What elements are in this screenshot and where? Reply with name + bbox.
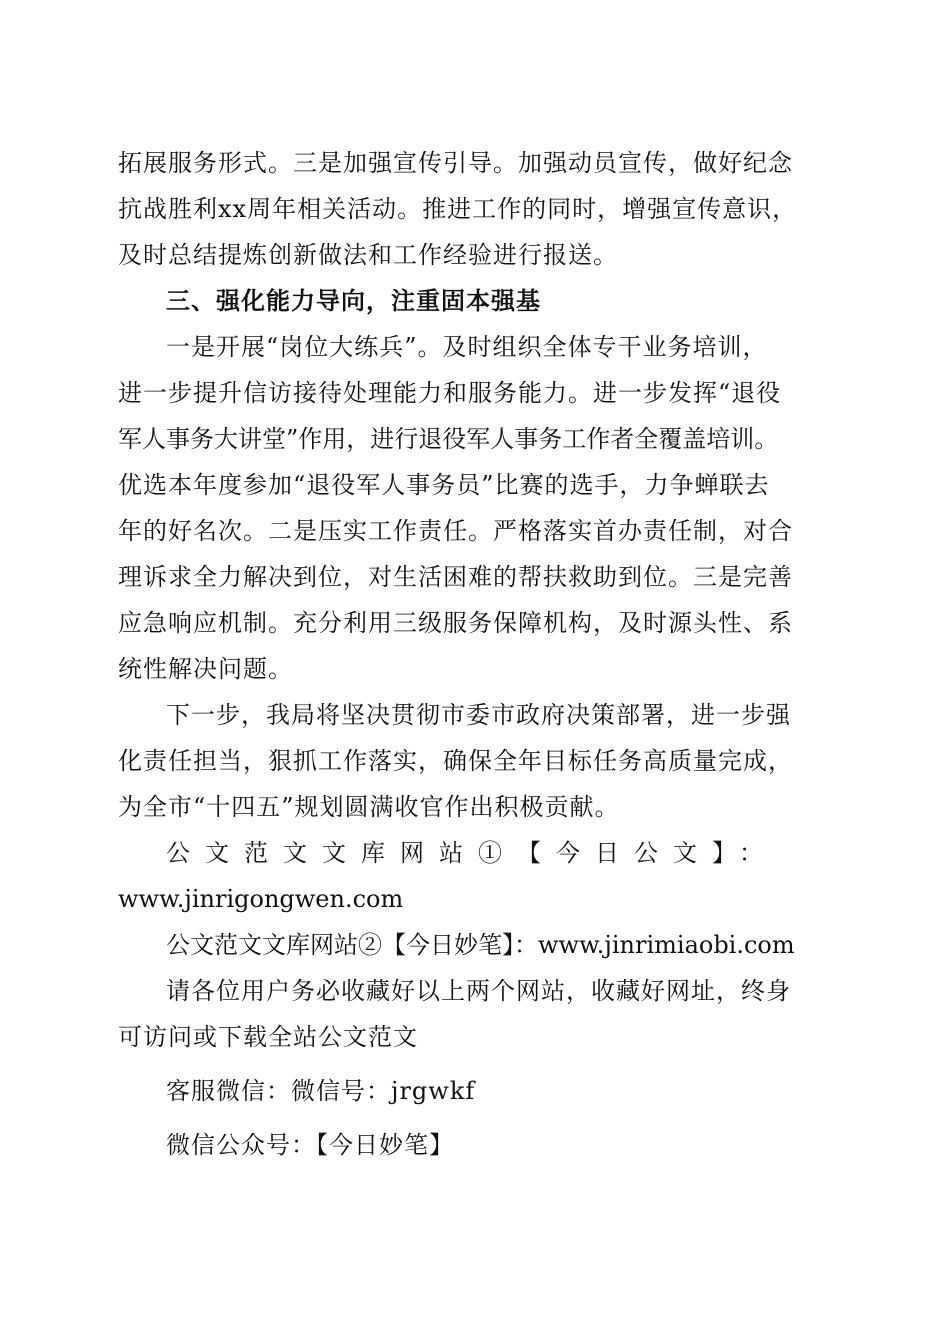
document-page bbox=[118, 140, 830, 1168]
closing-line: 下一步，我局将坚决贯彻市委市政府决策部署，进一步强 bbox=[166, 701, 791, 729]
body-line: 年的好名次。二是压实工作责任。严格落实首办责任制，对合 bbox=[118, 517, 793, 545]
spacer bbox=[118, 1114, 830, 1122]
body-line: 应急响应机制。充分利用三级服务保障机构，及时源头性、系 bbox=[118, 609, 793, 637]
site1-label: 公文范文文库网站①【今日公文】： bbox=[166, 839, 778, 867]
body-line: 统性解决问题。 bbox=[118, 655, 293, 683]
body-line: 及时总结提炼创新做法和工作经验进行报送。 bbox=[118, 241, 618, 269]
notice-line: 请各位用户务必收藏好以上两个网站，收藏好网址，终身 bbox=[166, 977, 791, 1005]
body-line: 优选本年度参加“退役军人事务员”比赛的选手，力争蝉联去 bbox=[118, 471, 770, 499]
site1-url-link[interactable]: www.jinrigongwen.com bbox=[118, 885, 404, 913]
spacer bbox=[118, 1060, 830, 1068]
body-line: 抗战胜利xx周年相关活动。推进工作的同时，增强宣传意识， bbox=[118, 195, 798, 223]
closing-line: 为全市“十四五”规划圆满收官作出积极贡献。 bbox=[118, 793, 620, 821]
body-line: 一是开展“岗位大练兵”。及时组织全体专干业务培训， bbox=[166, 333, 768, 361]
closing-line: 化责任担当，狠抓工作落实，确保全年目标任务高质量完成， bbox=[118, 747, 793, 775]
body-line: 军人事务大讲堂”作用，进行退役军人事务工作者全覆盖培训。 bbox=[118, 425, 779, 453]
wechat-public-line: 微信公众号：【今日妙笔】 bbox=[166, 1131, 454, 1159]
wechat-service-line: 客服微信：微信号：jrgwkf bbox=[166, 1077, 476, 1105]
site2-line[interactable]: 公文范文文库网站②【今日妙笔】：www.jinrimiaobi.com bbox=[166, 931, 795, 959]
body-line: 拓展服务形式。三是加强宣传引导。加强动员宣传，做好纪念 bbox=[118, 149, 793, 177]
body-line: 进一步提升信访接待处理能力和服务能力。进一步发挥“退役 bbox=[118, 379, 782, 407]
notice-line: 可访问或下载全站公文范文 bbox=[118, 1023, 418, 1051]
body-line: 理诉求全力解决到位，对生活困难的帮扶救助到位。三是完善 bbox=[118, 563, 793, 591]
section-heading: 三、强化能力导向，注重固本强基 bbox=[166, 287, 541, 315]
